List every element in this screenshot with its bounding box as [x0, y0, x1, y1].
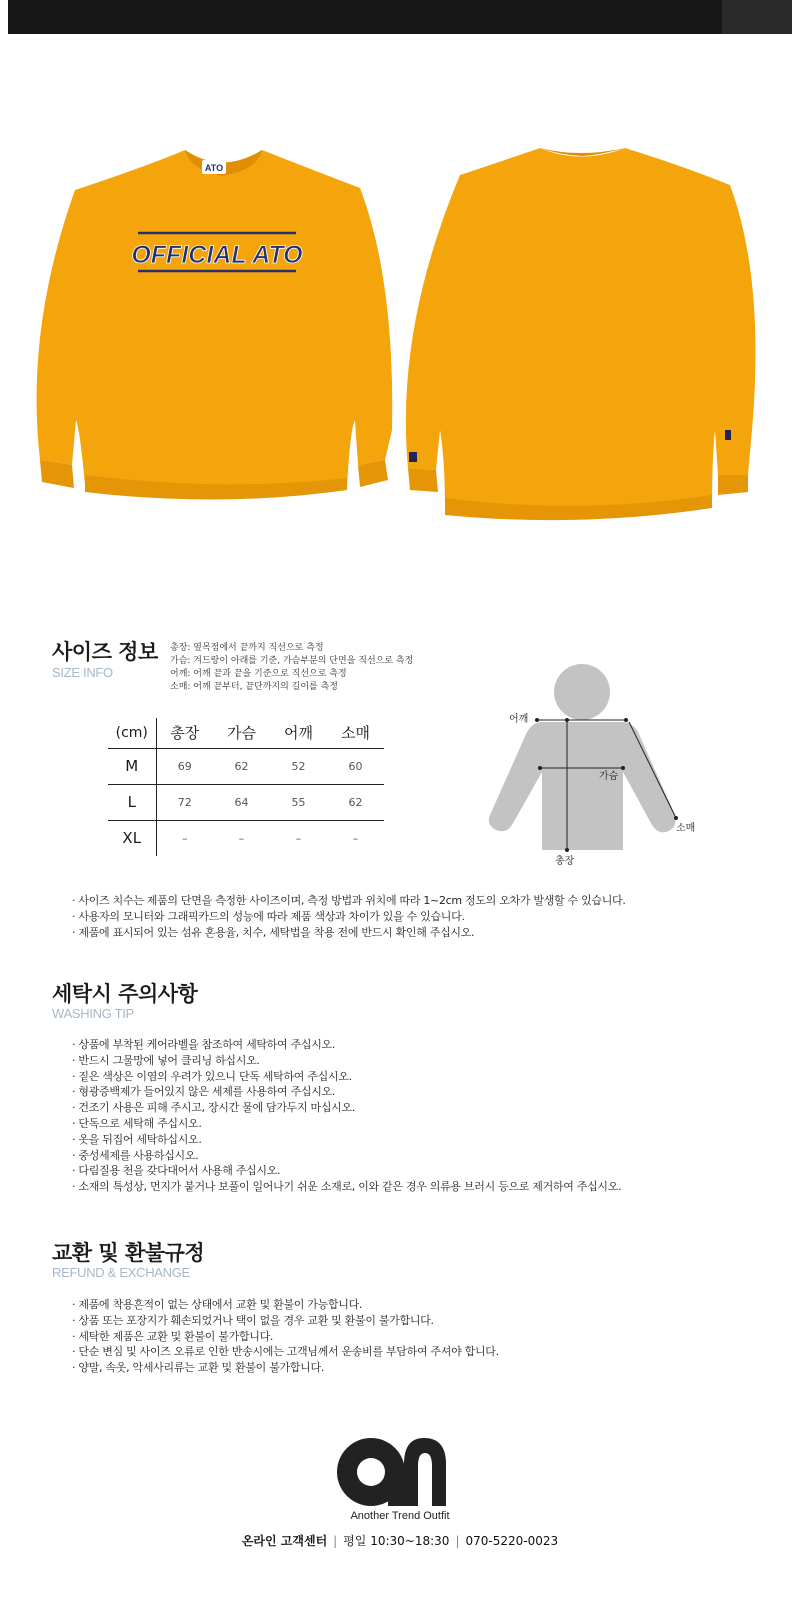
size-col-header: 총장: [156, 718, 213, 748]
product-photos: [0, 130, 800, 540]
bullet-item: · 제품에 표시되어 있는 섬유 혼용율, 치수, 세탁법을 착용 전에 반드시 확인해 주십시오.: [72, 925, 626, 941]
product-print-text: OFFICIAL ATO: [131, 241, 303, 269]
size-table-header: [108, 718, 384, 748]
diagram-body: [489, 722, 676, 850]
size-cell: 72: [156, 784, 213, 820]
size-cell: 69: [156, 748, 213, 784]
bullet-item: · 양말, 속옷, 악세사리류는 교환 및 환불이 불가합니다.: [72, 1360, 499, 1376]
size-note: 어깨: 어깨 끝과 끝을 기준으로 직선으로 측정: [170, 669, 347, 679]
sweatshirt-front: [37, 150, 393, 500]
bullet-item: · 사용자의 모니터와 그래픽카드의 성능에 따라 제품 색상과 차이가 있을 수 있습니다.: [72, 909, 626, 925]
brand-logo: [336, 1436, 448, 1508]
size-note: 가슴: 겨드랑이 아래를 기준, 가슴부분의 단면을 직선으로 측정: [170, 656, 414, 666]
refund-bullets: [72, 1297, 499, 1376]
cs-hours: 평일 10:30~18:30: [343, 1534, 450, 1548]
size-cell: 64: [213, 784, 270, 820]
size-note: 총장: 옆목점에서 끝까지 직선으로 측정: [170, 643, 324, 653]
washing-subtitle: WASHING TIP: [52, 1006, 134, 1021]
top-photo-sleeve: [722, 0, 792, 34]
bullet-item: · 단순 변심 및 사이즈 오류로 인한 반송시에는 고객님께서 운송비를 부담하여 주셔야 합니다.: [72, 1344, 499, 1360]
bullet-item: · 제품에 착용흔적이 없는 상태에서 교환 및 환불이 가능합니다.: [72, 1297, 499, 1313]
bullet-item: · 중성세제를 사용하십시오.: [72, 1148, 621, 1164]
size-cell: 62: [327, 784, 384, 820]
bullet-item: · 세탁한 제품은 교환 및 환불이 불가합니다.: [72, 1329, 499, 1345]
size-row-label: M: [108, 748, 156, 784]
bullet-item: · 상품에 부착된 케어라벨을 참조하여 세탁하여 주십시오.: [72, 1037, 621, 1053]
bullet-item: · 소재의 특성상, 먼지가 붙거나 보풀이 일어나기 쉬운 소재로, 이와 같은 경우 의류용 브러시 등으로 제거하여 주십시오.: [72, 1179, 621, 1195]
size-cell: –: [182, 831, 188, 845]
bullet-item: · 반드시 그물망에 넣어 클리닝 하십시오.: [72, 1053, 621, 1069]
diagram-label-shoulder: 어깨: [509, 714, 529, 725]
size-cell: 62: [213, 748, 270, 784]
measurement-diagram: [480, 660, 720, 875]
bullet-item: · 짙은 색상은 이염의 우려가 있으니 단독 세탁하여 주십시오.: [72, 1069, 621, 1085]
diagram-label-sleeve: 소매: [676, 823, 696, 834]
bullet-item: · 상품 또는 포장지가 훼손되었거나 택이 없을 경우 교환 및 환불이 불가합니다.: [72, 1313, 499, 1329]
size-col-header: 가슴: [213, 718, 270, 748]
diagram-label-length: 총장: [555, 856, 575, 867]
cs-phone: 070-5220-0023: [465, 1534, 559, 1548]
size-notes: [170, 642, 413, 694]
size-row-label: XL: [108, 820, 156, 856]
size-col-header: 어깨: [270, 718, 327, 748]
size-info-title: 사이즈 정보: [52, 640, 158, 664]
size-cell: –: [352, 831, 359, 845]
sleeve-tag-right: [725, 430, 731, 440]
sweatshirt-back: [406, 148, 756, 520]
refund-title: 교환 및 환불규정: [52, 1241, 205, 1265]
bullet-item: · 옷을 뒤집어 세탁하십시오.: [72, 1132, 621, 1148]
size-row-xl: [108, 820, 384, 856]
size-cell: 55: [270, 784, 327, 820]
diagram-label-chest: 가슴: [599, 771, 619, 782]
customer-service-line: 온라인 고객센터 | 평일 10:30~18:30 | 070-5220-0023: [241, 1534, 559, 1548]
washing-title: 세탁시 주의사항: [52, 982, 198, 1006]
neck-tag-text: ATO: [204, 163, 224, 173]
washing-bullets: [72, 1037, 621, 1195]
size-cell: 60: [327, 748, 384, 784]
size-cell: –: [295, 831, 302, 845]
size-col-header: 소매: [327, 718, 384, 748]
bullet-item: · 건조기 사용은 피해 주시고, 장시간 물에 담가두지 마십시오.: [72, 1100, 621, 1116]
sleeve-tag-left: [409, 452, 417, 462]
size-cell: –: [238, 831, 245, 845]
size-table: [108, 718, 384, 856]
bullet-item: · 단독으로 세탁해 주십시오.: [72, 1116, 621, 1132]
bullet-item: · 다림질용 천을 갖다대어서 사용해 주십시오.: [72, 1163, 621, 1179]
bullet-item: · 형광증백제가 들어있지 않은 세제를 사용하여 주십시오.: [72, 1084, 621, 1100]
size-bullets: [72, 893, 626, 940]
size-info-subtitle: SIZE INFO: [52, 665, 113, 680]
refund-subtitle: REFUND & EXCHANGE: [52, 1265, 190, 1280]
diagram-head: [554, 664, 610, 720]
brand-name: Another Trend Outfit: [350, 1510, 450, 1522]
size-row-l: [108, 784, 384, 820]
top-photo-strip: [8, 0, 792, 34]
bullet-item: · 사이즈 치수는 제품의 단면을 측정한 사이즈이며, 측정 방법과 위치에 따라 1~2cm 정도의 오차가 발생할 수 있습니다.: [72, 893, 626, 909]
size-row-label: L: [108, 784, 156, 820]
size-note: 소매: 어깨 끝부터, 끝단까지의 길이를 측정: [170, 682, 338, 692]
size-table-unit: (cm): [108, 718, 156, 748]
size-cell: 52: [270, 748, 327, 784]
cs-label: 온라인 고객센터: [241, 1534, 328, 1548]
size-row-m: [108, 748, 384, 784]
